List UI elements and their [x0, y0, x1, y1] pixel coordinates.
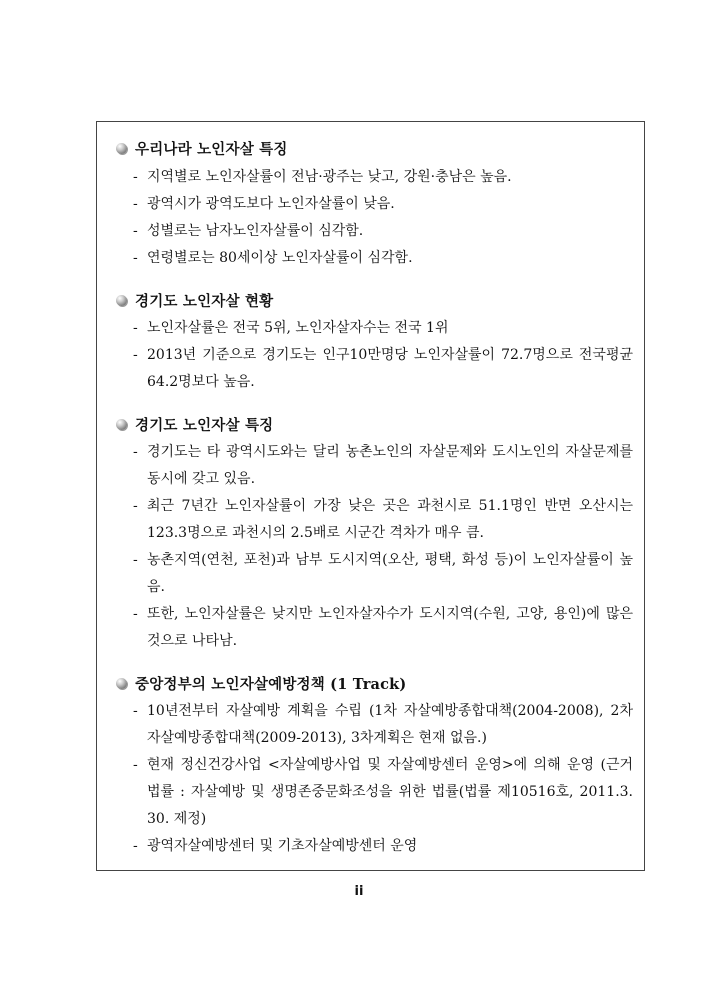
- dash-marker: -: [133, 703, 138, 719]
- section-heading: [116, 136, 288, 160]
- list-item-text: 현재 정신건강사업 <자살예방사업 및 자살예방센터 운영>에 의해 운영 (근거 법률 : 자살예방 및 생명존중문화조성을 위한 법률(법률 제10516호, 2011.3. 30. 제정): [147, 757, 633, 827]
- dash-marker: -: [133, 169, 138, 185]
- dash-marker: -: [133, 250, 138, 266]
- list-item: [133, 601, 633, 655]
- list-item-text: 광역시가 광역도보다 노인자살률이 낮음.: [147, 196, 395, 212]
- list-item: [133, 439, 633, 493]
- section-heading: [116, 412, 273, 436]
- dash-marker: -: [133, 757, 138, 773]
- section-heading: [116, 671, 407, 695]
- bullet-icon: [116, 143, 127, 154]
- list-item: [133, 245, 633, 272]
- section-heading: [116, 288, 273, 312]
- dash-marker: -: [133, 196, 138, 212]
- dash-marker: -: [133, 444, 138, 460]
- page-number: ii: [354, 884, 364, 899]
- section-heading-text: 경기도 노인자살 특징: [135, 416, 274, 434]
- bullet-icon: [116, 419, 127, 430]
- list-item-text: 최근 7년간 노인자살률이 가장 낮은 곳은 과천시로 51.1명인 반면 오산시는 123.3명으로 과천시의 2.5배로 시군간 격차가 매우 큼.: [147, 498, 633, 541]
- dash-marker: -: [133, 498, 138, 514]
- list-item: [133, 752, 633, 833]
- list-item-text: 연령별로는 80세이상 노인자살률이 심각함.: [147, 250, 413, 266]
- list-item-text: 노인자살률은 전국 5위, 노인자살자수는 전국 1위: [147, 320, 449, 336]
- list-item: [133, 342, 633, 396]
- list-item-text: 지역별로 노인자살률이 전남·광주는 낮고, 강원·충남은 높음.: [147, 169, 512, 185]
- bullet-icon: [116, 678, 127, 689]
- dash-marker: -: [133, 347, 138, 363]
- list-item-text: 또한, 노인자살률은 낮지만 노인자살자수가 도시지역(수원, 고양, 용인)에 많은 것으로 나타남.: [147, 606, 633, 649]
- list-item: [133, 833, 633, 860]
- section-heading-text: 중앙정부의 노인자살예방정책 (1 Track): [135, 675, 407, 693]
- list-item: [133, 547, 633, 601]
- list-item: [133, 218, 633, 245]
- list-item-text: 경기도는 타 광역시도와는 달리 농촌노인의 자살문제와 도시노인의 자살문제를 동시에 갖고 있음.: [147, 444, 633, 487]
- bullet-icon: [116, 295, 127, 306]
- dash-marker: -: [133, 223, 138, 239]
- list-item-text: 농촌지역(연천, 포천)과 남부 도시지역(오산, 평택, 화성 등)이 노인자살률이 높음.: [147, 552, 633, 595]
- list-item: [133, 698, 633, 752]
- list-item: [133, 164, 633, 191]
- list-item-text: 성별로는 남자노인자살률이 심각함.: [147, 223, 364, 239]
- list-item: [133, 493, 633, 547]
- dash-marker: -: [133, 552, 138, 568]
- list-item: [133, 315, 633, 342]
- summary-box: [96, 121, 645, 871]
- section-heading-text: 경기도 노인자살 현황: [135, 292, 274, 310]
- section-heading-text: 우리나라 노인자살 특징: [135, 140, 288, 158]
- dash-marker: -: [133, 838, 138, 854]
- list-item-text: 광역자살예방센터 및 기초자살예방센터 운영: [147, 838, 418, 854]
- list-item-text: 2013년 기준으로 경기도는 인구10만명당 노인자살률이 72.7명으로 전국평균 64.2명보다 높음.: [147, 347, 633, 390]
- dash-marker: -: [133, 606, 138, 622]
- list-item-text: 10년전부터 자살예방 계획을 수립 (1차 자살예방종합대책(2004-2008), 2차 자살예방종합대책(2009-2013), 3차계획은 현재 없음.): [147, 703, 633, 746]
- list-item: [133, 191, 633, 218]
- dash-marker: -: [133, 320, 138, 336]
